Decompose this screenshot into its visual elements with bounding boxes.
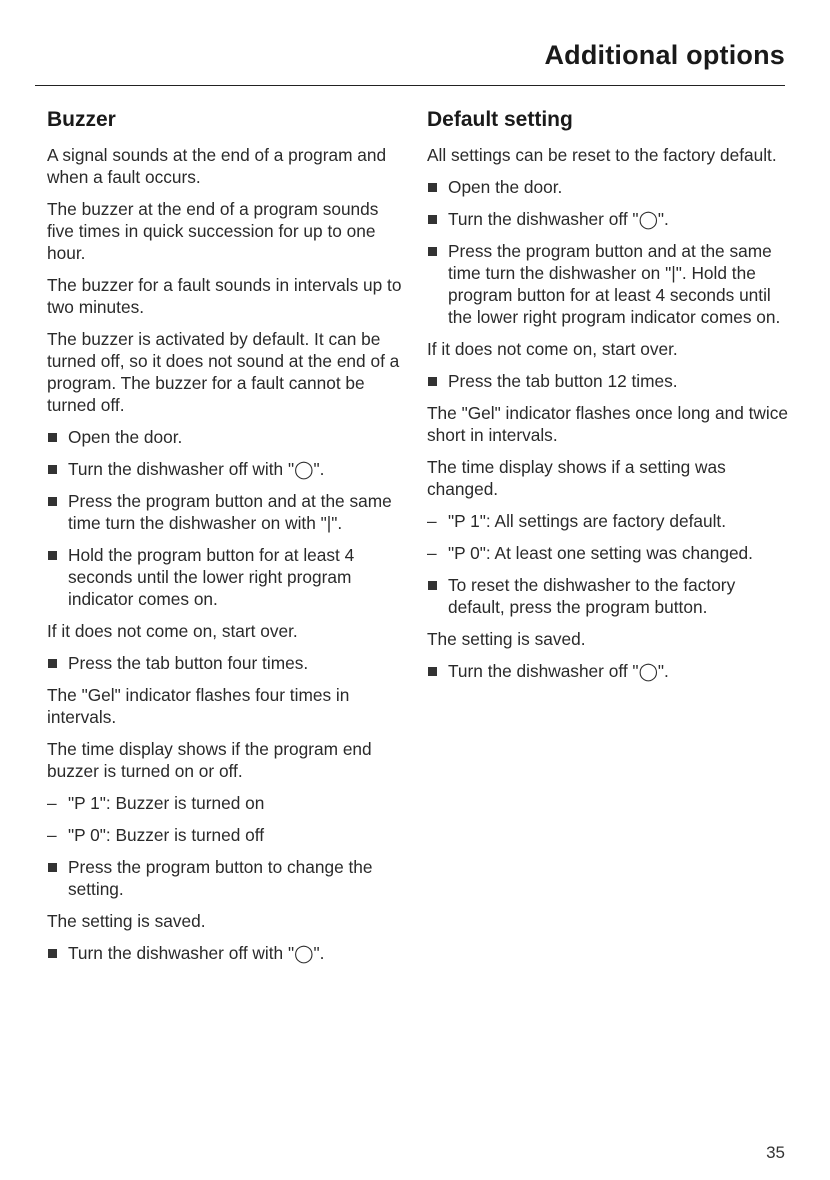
paragraph: The time display shows if a setting was changed. bbox=[427, 457, 726, 499]
paragraph: The buzzer is activated by default. It can be turned off, so it does not sound at the end of a program. The buzzer for a fault cannot be turned off. bbox=[47, 329, 400, 415]
bullet-step: Press the tab button 12 times. bbox=[427, 370, 792, 392]
bullet-step: Turn the dishwasher off with "◯". bbox=[47, 942, 407, 964]
paragraph: The "Gel" indicator flashes four times in intervals. bbox=[47, 685, 350, 727]
bullet-step: Turn the dishwasher off with "◯". bbox=[47, 458, 407, 480]
paragraph: The "Gel" indicator flashes once long and twice short in intervals. bbox=[427, 403, 788, 445]
paragraph: The setting is saved. bbox=[47, 911, 206, 931]
paragraph: The setting is saved. bbox=[427, 629, 586, 649]
paragraph: The buzzer for a fault sounds in intervals up to two minutes. bbox=[47, 275, 402, 317]
header-divider bbox=[35, 85, 785, 86]
bullet-step: Open the door. bbox=[47, 426, 407, 448]
bullet-step: Press the program button and at the same time turn the dishwasher on "|". Hold the program button for at least 4 seconds until the lower right program indicator comes on. bbox=[427, 240, 792, 328]
page-header-title: Additional options bbox=[544, 40, 785, 70]
page-number: 35 bbox=[766, 1143, 785, 1162]
buzzer-heading: Buzzer bbox=[47, 108, 116, 131]
dash-item: – "P 1": Buzzer is turned on bbox=[47, 792, 407, 814]
bullet-step: Hold the program button for at least 4 seconds until the lower right program indicator comes on. bbox=[47, 544, 407, 610]
bullet-step: To reset the dishwasher to the factory default, press the program button. bbox=[427, 574, 792, 618]
paragraph: All settings can be reset to the factory default. bbox=[427, 145, 777, 165]
paragraph: If it does not come on, start over. bbox=[47, 621, 298, 641]
default-setting-heading: Default setting bbox=[427, 108, 573, 131]
paragraph: The time display shows if the program end buzzer is turned on or off. bbox=[47, 739, 372, 781]
dash-item: – "P 1": All settings are factory default. bbox=[427, 510, 792, 532]
buzzer-section bbox=[47, 108, 407, 974]
dash-item: – "P 0": Buzzer is turned off bbox=[47, 824, 407, 846]
paragraph: The buzzer at the end of a program sounds five times in quick succession for up to one hour. bbox=[47, 199, 379, 263]
dash-item: – "P 0": At least one setting was changed. bbox=[427, 542, 792, 564]
paragraph: If it does not come on, start over. bbox=[427, 339, 678, 359]
bullet-step: Turn the dishwasher off "◯". bbox=[427, 660, 792, 682]
bullet-step: Press the program button and at the same time turn the dishwasher on with "|". bbox=[47, 490, 407, 534]
bullet-step: Press the program button to change the setting. bbox=[47, 856, 407, 900]
bullet-step: Press the tab button four times. bbox=[47, 652, 407, 674]
bullet-step: Turn the dishwasher off "◯". bbox=[427, 208, 792, 230]
paragraph: A signal sounds at the end of a program and when a fault occurs. bbox=[47, 145, 387, 187]
default-setting-section bbox=[427, 108, 792, 692]
bullet-step: Open the door. bbox=[427, 176, 792, 198]
